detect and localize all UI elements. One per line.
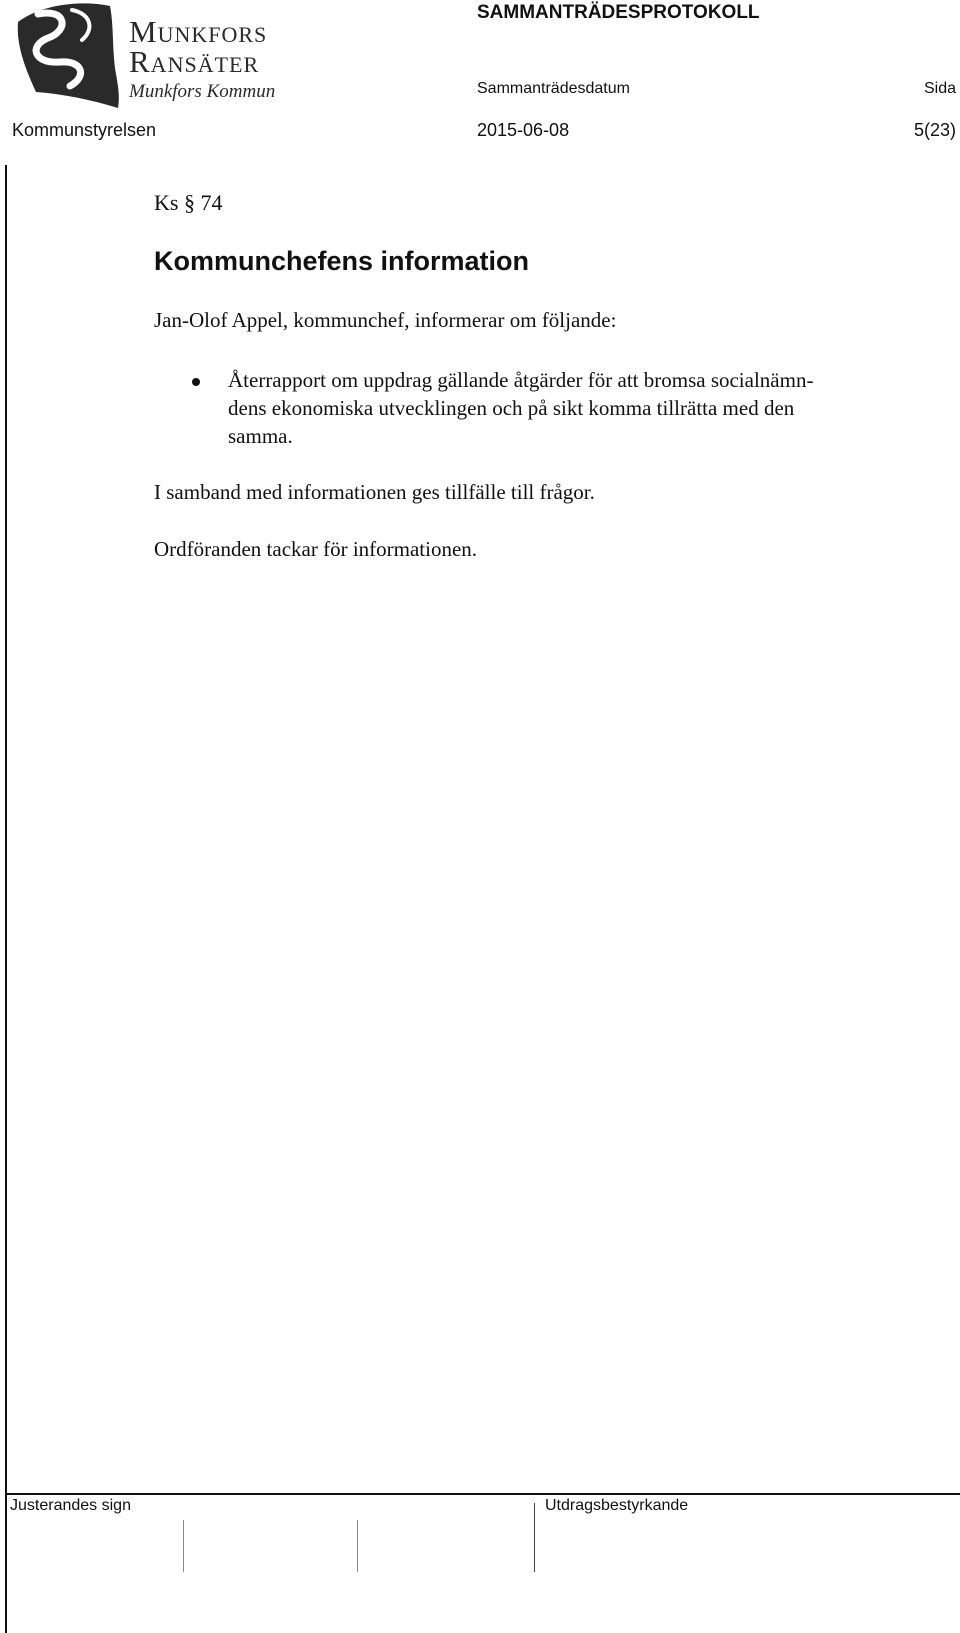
river-emblem-icon xyxy=(12,0,312,112)
committee-name: Kommunstyrelsen xyxy=(12,120,157,140)
signature-label: Justerandes sign xyxy=(10,1497,131,1514)
bullet-icon xyxy=(192,378,200,386)
intro-text: Jan-Olof Appel, kommunchef, informerar om följande: xyxy=(154,308,617,332)
logo-line-2: Ransäter xyxy=(129,44,260,79)
certification-label: Utdragsbestyrkande xyxy=(545,1497,689,1514)
list-item-line: samma. xyxy=(228,424,293,448)
signature-divider xyxy=(183,1520,184,1572)
list-item-line: Återrapport om uppdrag gällande åtgärder för att bromsa socialnämn- xyxy=(228,368,814,392)
meeting-date: 2015-06-08 xyxy=(477,120,570,140)
logo-line-1: Munkfors xyxy=(129,14,268,49)
municipality-logo xyxy=(12,0,312,112)
page-title: Kommunchefens information xyxy=(154,246,530,276)
page-label: Sida xyxy=(923,80,956,97)
section-divider xyxy=(534,1503,535,1572)
list-item-line: dens ekonomiska utvecklingen och på sikt komma tillrätta med den xyxy=(228,396,795,420)
footer-divider xyxy=(5,1493,960,1495)
date-label: Sammanträdesdatum xyxy=(477,80,630,97)
list-item xyxy=(228,366,813,450)
signature-divider xyxy=(357,1520,358,1572)
body-paragraph: Ordföranden tackar för informationen. xyxy=(154,537,478,561)
paragraph-reference: Ks § 74 xyxy=(154,190,223,215)
page-number: 5(23) xyxy=(913,120,956,140)
logo-line-3: Munkfors Kommun xyxy=(129,81,276,102)
margin-rule xyxy=(5,165,7,1633)
body-paragraph: I samband med informationen ges tillfälle till frågor. xyxy=(154,480,595,504)
document-type: SAMMANTRÄDESPROTOKOLL xyxy=(477,2,760,23)
